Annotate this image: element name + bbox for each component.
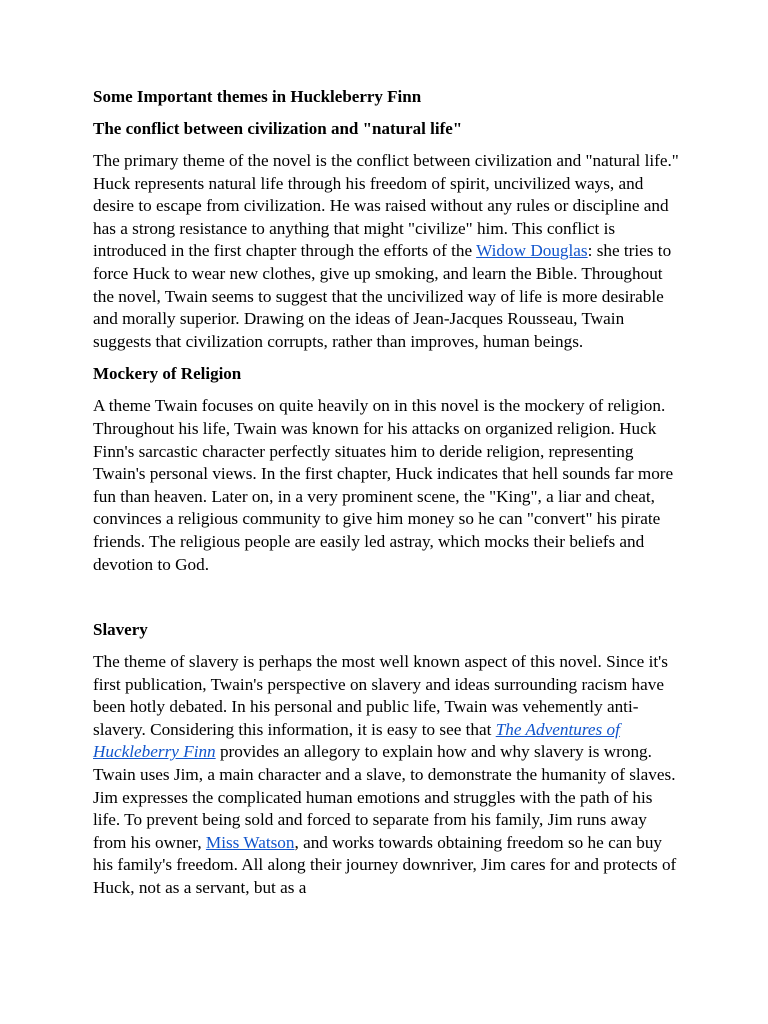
paragraph-text: : she tries to force Huck to wear new clothes, give up smoking, and learn the Bible. Throughout the novel, Twain seems to suggest that the uncivilized way of life is more desirable and morally superior. Drawing on the ideas of Jean-Jacques Rousseau, Twain suggests that civilization corrupts, rather than improves, human beings. [93, 241, 672, 351]
paragraph-slavery [93, 651, 683, 900]
paragraph-text: The theme of slavery is perhaps the most well known aspect of this novel. Since it's first publication, Twain's perspective on slavery and ideas surrounding racism have been hotly debated. In his personal and public life, Twain was vehemently anti-slavery. Considering this information, it is easy to see that [93, 652, 668, 739]
section-heading-religion: Mockery of Religion [93, 364, 242, 384]
document-page [93, 86, 683, 910]
paragraph-civilization [93, 150, 683, 353]
section-heading-civilization: The conflict between civilization and "natural life" [93, 119, 463, 138]
section-heading-slavery: Slavery [93, 620, 148, 640]
paragraph-religion: A theme Twain focuses on quite heavily on in this novel is the mockery of religion. Throughout his life, Twain was known for his attacks on organized religion. Huck Finn's sarcastic character perfectly situates him to deride religion, representing Twain's personal views. In the first chapter, Huck indicates that hell sounds far more fun than heaven. Later on, in a very prominent scene, the "King", a liar and cheat, convinces a religious community to give him money so he can "convert" his pirate friends. The religious people are easily led astray, which mocks their beliefs and devotion to God. [93, 396, 674, 574]
widow-douglas-link[interactable]: Widow Douglas [476, 241, 588, 261]
blank-line [93, 586, 683, 619]
huckleberry-finn-link[interactable]: The Adventures of Huckleberry Finn [93, 719, 620, 762]
paragraph-text: , and works towards obtaining freedom so he can buy his family's freedom. All along their journey downriver, Jim cares for and protects of Huck, not as a servant, but as a [93, 832, 677, 898]
paragraph-text: The primary theme of the novel is the conflict between civilization and "natural life." Huck represents natural life through his freedom of spirit, uncivilized ways, and desire to escape from civilization. He was raised without any rules or discipline and has a strong resistance to anything that might "civilize" him. This conflict is introduced in the first chapter through the efforts of the [93, 151, 679, 261]
miss-watson-link[interactable]: Miss Watson [205, 832, 295, 852]
document-title: Some Important themes in Huckleberry Finn [93, 87, 422, 106]
paragraph-text: provides an allegory to explain how and why slavery is wrong. Twain uses Jim, a main character and a slave, to demonstrate the humanity of slaves. Jim expresses the complicated human emotions and struggles with the path of his life. To prevent being sold and forced to separate from his family, Jim runs away from his owner, [93, 742, 676, 852]
